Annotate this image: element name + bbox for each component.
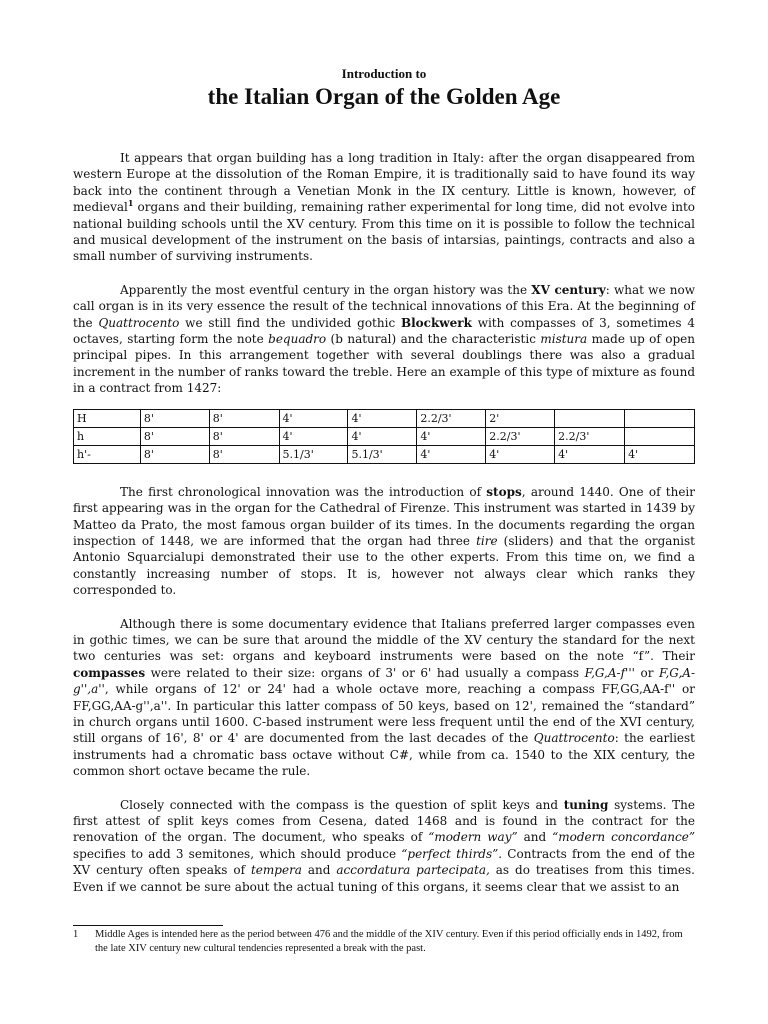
text-run: It appears that organ building has a long tradition in Italy: after the organ disappeared from western Europe at the dissolution of the Roman Empire, it is traditionally said to have found its way back into the continent through a Venetian Monk in the IX century. Little is known, however, of medieval	[73, 151, 695, 215]
table-row	[74, 427, 695, 445]
text-run: Apparently the most eventful century in the organ history was the	[120, 282, 532, 297]
text-run: we still find the undivided gothic	[179, 315, 401, 330]
paragraph-4	[73, 616, 695, 780]
footnote-text: Middle Ages is intended here as the period between 476 and the middle of the XIV century. Even if this period officially ends in 1492, from the late XIV century new cultural tendencies represented a break with the past.	[95, 929, 683, 954]
table-cell: 4'	[348, 409, 417, 427]
table-cell: 4'	[417, 427, 486, 445]
italic-term: “modern way”	[428, 830, 518, 845]
table-cell: h'-	[74, 445, 141, 463]
text-run: : the earliest instruments had a chromatic bass octave without C#, while from ca. 1540 to the XIX century, the common short octave became the rule.	[73, 731, 695, 779]
text-run: (b natural) and the characteristic	[326, 332, 541, 347]
text-run: specifies to add 3 semitones, which should produce	[73, 846, 402, 861]
text-run: were related to their size: organs of 3' or 6' had usually a compass	[145, 665, 585, 680]
table-cell: 8'	[209, 445, 279, 463]
italic-term: Quattrocento	[98, 315, 180, 330]
table-cell: 2.2/3'	[417, 409, 486, 427]
table-cell	[555, 409, 625, 427]
italic-term: mistura	[540, 332, 588, 347]
table-cell: 4'	[417, 445, 486, 463]
text-run: The first chronological innovation was the introduction of	[120, 484, 487, 499]
table-cell: 2.2/3'	[486, 427, 555, 445]
text-run: . Contracts from the end of the XV century often speaks of	[73, 846, 696, 878]
italic-term: F,G,A-f'''	[584, 665, 635, 680]
text-run: made up of open principal pipes. In this arrangement together with several doublings there was also a gradual increment in the number of ranks toward the treble. Here an example of this type of mixture as found in a contract from 1427:	[73, 332, 696, 396]
text-run: and	[301, 863, 337, 878]
italic-term: “modern concordance”	[552, 830, 695, 845]
text-run: Although there is some documentary evidence that Italians preferred larger compasses even in gothic times, we can be sure that around the middle of the XV century the standard for the next two centuries was set: organs and keyboard instruments were based on the note “f”. Their	[73, 616, 695, 664]
text-run: organs and their building, remaining rather experimental for long time, did not evolve into national building schools until the XV century. From this time on it is possible to follow the technical and musical development of the instrument on the basis of intarsias, paintings, contracts and also a small number of surviving instruments.	[73, 200, 695, 264]
table-cell: 4'	[279, 427, 348, 445]
text-run: as do treatises from this times. Even if we cannot be sure about the actual tuning of this organs, it seems clear that we assist to an	[73, 863, 695, 894]
document-kicker: Introduction to	[341, 66, 427, 81]
text-run: (sliders) and that the organist Antonio Squarcialupi demonstrated their use to the other experts. From this time on, we find a constantly increasing number of stops. It is, however not always clear which ranks they corresponded to.	[73, 533, 695, 598]
bold-term: stops	[486, 484, 522, 499]
paragraph-3	[73, 484, 695, 599]
text-run: Closely connected with the compass is the question of split keys and	[120, 797, 564, 812]
text-run: , while organs of 12' or 24' had a whole octave more, reaching a compass FF,GG,AA-f'' or FF,GG,AA-g'',a''. In particular this latter compass of 50 keys, based on 12', remained the “standard” in church organs until 1600. C-based instrument were less frequent until the end of the XVI century, still organs of 16', 8' or 4' are documented from the last decades of the	[73, 682, 695, 746]
footnote	[73, 928, 695, 956]
table-cell	[625, 409, 695, 427]
table-cell: 8'	[140, 427, 209, 445]
table-cell: 4'	[555, 445, 625, 463]
table-cell: 8'	[209, 427, 279, 445]
text-run: and	[517, 830, 553, 845]
footnote-divider	[73, 925, 223, 926]
table-cell: 2.2/3'	[555, 427, 625, 445]
italic-term: accordatura partecipata,	[336, 863, 490, 878]
table-cell: h	[74, 427, 141, 445]
italic-term: F,G,A-g'',a''	[73, 665, 695, 697]
table-row	[74, 409, 695, 427]
table-cell: H	[74, 409, 141, 427]
paragraph-2	[73, 282, 695, 397]
footnote-ref[interactable]: 1	[127, 198, 134, 209]
table-row	[74, 445, 695, 463]
table-cell: 8'	[140, 445, 209, 463]
italic-term: tempera	[250, 863, 302, 878]
text-run: : what we now call organ is in its very essence the result of the technical innovations of this Era. At the beginning of the	[73, 282, 695, 330]
text-run: , around 1440. One of their first appearing was in the organ for the Cathedral of Firenze. This instrument was started in 1439 by Matteo da Prato, the most famous organ builder of its times. In the documents regarding the organ inspection of 1448, we are informed that the organ had three	[73, 484, 695, 548]
footnote-number: 1	[73, 929, 79, 940]
bold-term: XV century	[531, 282, 606, 297]
table-cell: 4'	[348, 427, 417, 445]
italic-term: “perfect thirds”	[401, 846, 499, 861]
table-cell	[625, 427, 695, 445]
table-cell: 4'	[486, 445, 555, 463]
table-cell: 4'	[625, 445, 695, 463]
document-title: the Italian Organ of the Golden Age	[207, 84, 561, 109]
italic-term: Quattrocento	[533, 731, 615, 746]
bold-term: Blockwerk	[400, 315, 472, 330]
text-run: or	[634, 665, 660, 680]
table-cell: 5.1/3'	[348, 445, 417, 463]
bold-term: compasses	[73, 665, 146, 680]
text-run: with compasses of 3, sometimes 4 octaves, starting form the note	[73, 315, 695, 347]
italic-term: tire	[476, 533, 498, 548]
table-cell: 8'	[209, 409, 279, 427]
table-cell: 4'	[279, 409, 348, 427]
text-run: systems. The first attest of split keys comes from Cesena, dated 1468 and is found in the contract for the renovation of the organ. The document, who speaks of	[73, 797, 695, 845]
table-cell: 8'	[140, 409, 209, 427]
italic-term: bequadro	[268, 332, 327, 347]
table-cell: 2'	[486, 409, 555, 427]
mixture-table	[73, 409, 695, 464]
paragraph-5	[73, 797, 695, 895]
bold-term: tuning	[563, 797, 609, 812]
table-cell: 5.1/3'	[279, 445, 348, 463]
paragraph-1	[73, 150, 695, 265]
